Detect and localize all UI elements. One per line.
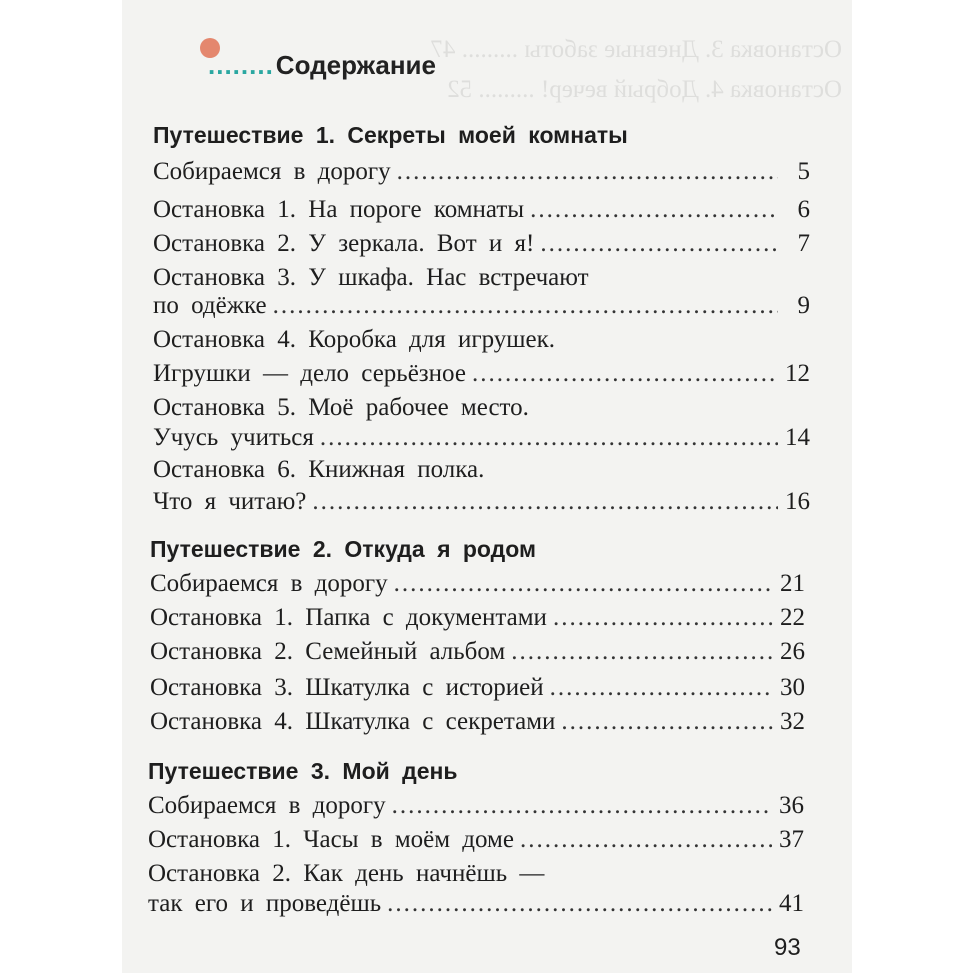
entry-page: 5 bbox=[797, 158, 810, 185]
dot-leader bbox=[561, 708, 773, 736]
entry-page: 36 bbox=[779, 792, 804, 819]
book-page bbox=[122, 0, 852, 973]
entry-title: Что я читаю? bbox=[153, 488, 307, 515]
entry-title: Остановка 2. Семейный альбом bbox=[150, 638, 506, 665]
entry-title: Остановка 3. Шкатулка с историей bbox=[150, 674, 544, 701]
entry-title: Остановка 1. Папка с документами bbox=[150, 604, 547, 631]
dot-leader bbox=[553, 604, 773, 632]
toc-entry[interactable] bbox=[150, 708, 805, 736]
entry-page: 26 bbox=[780, 638, 805, 665]
entry-title: по одёжке bbox=[153, 292, 267, 319]
entry-page: 22 bbox=[780, 604, 805, 631]
entry-page: 32 bbox=[780, 708, 805, 735]
section-title: Путешествие 2. Откуда я родом bbox=[150, 536, 537, 562]
toc-entry[interactable] bbox=[148, 826, 804, 854]
dot-leader bbox=[540, 230, 778, 258]
entry-page: 7 bbox=[797, 230, 810, 257]
toc-entry[interactable] bbox=[153, 292, 810, 320]
entry-title-line1: Остановка 3. У шкафа. Нас встречают bbox=[153, 264, 589, 291]
entry-page: 6 bbox=[797, 196, 810, 223]
entry-page: 21 bbox=[780, 570, 805, 597]
toc-entry[interactable] bbox=[148, 792, 804, 820]
dot-leader bbox=[511, 638, 773, 666]
toc-entry[interactable] bbox=[150, 604, 805, 632]
entry-title-line1: Остановка 2. Как день начнёшь — bbox=[148, 860, 545, 887]
section-title: Путешествие 3. Мой день bbox=[148, 758, 458, 784]
dot-leader bbox=[530, 196, 778, 224]
entry-title: Игрушки — дело серьёзное bbox=[153, 360, 466, 387]
entry-title: Собираемся в дорогу bbox=[153, 158, 391, 185]
toc-entry[interactable] bbox=[153, 488, 810, 516]
dot-leader bbox=[550, 674, 773, 702]
dot-leader bbox=[320, 424, 778, 452]
entry-title: Остановка 1. Часы в моём доме bbox=[148, 826, 514, 853]
entry-page: 16 bbox=[785, 488, 810, 515]
contents-heading bbox=[208, 50, 436, 81]
dot-leader bbox=[387, 890, 772, 918]
entry-page: 41 bbox=[779, 890, 804, 917]
toc-entry[interactable] bbox=[153, 230, 810, 258]
dot-leader bbox=[273, 292, 778, 320]
dot-leader bbox=[397, 158, 778, 186]
dot-leader bbox=[472, 360, 778, 388]
entry-page: 12 bbox=[785, 360, 810, 387]
entry-page: 9 bbox=[797, 292, 810, 319]
entry-title: Учусь учиться bbox=[153, 424, 314, 451]
heading-leader: ........ bbox=[208, 50, 274, 80]
entry-title: Остановка 4. Шкатулка с секретами bbox=[150, 708, 556, 735]
toc-entry[interactable] bbox=[153, 196, 810, 224]
entry-page: 37 bbox=[779, 826, 804, 853]
page-number: 93 bbox=[774, 934, 801, 961]
entry-title: Собираемся в дорогу bbox=[148, 792, 386, 819]
bleed-through-line: Остановка 4. Добрый вечер! ......... 52 bbox=[447, 76, 842, 103]
toc-entry[interactable] bbox=[150, 638, 805, 666]
bleed-through-line: Остановка 3. Дневные заботы ......... 47 bbox=[430, 36, 842, 63]
entry-title: так его и проведёшь bbox=[148, 890, 382, 917]
dot-leader bbox=[392, 792, 772, 820]
dot-leader bbox=[394, 570, 773, 598]
toc-entry[interactable] bbox=[150, 570, 805, 598]
entry-title: Остановка 1. На пороге комнаты bbox=[153, 196, 525, 223]
entry-title-line1: Остановка 4. Коробка для игрушек. bbox=[153, 326, 556, 353]
dot-leader bbox=[312, 488, 778, 516]
entry-title-line1: Остановка 6. Книжная полка. bbox=[153, 456, 485, 483]
toc-entry[interactable] bbox=[148, 890, 804, 918]
toc-entry[interactable] bbox=[153, 424, 810, 452]
toc-entry[interactable] bbox=[150, 674, 805, 702]
entry-page: 30 bbox=[780, 674, 805, 701]
entry-page: 14 bbox=[785, 424, 810, 451]
entry-title: Собираемся в дорогу bbox=[150, 570, 388, 597]
toc-entry[interactable] bbox=[153, 360, 810, 388]
toc-entry[interactable] bbox=[153, 158, 810, 186]
entry-title-line1: Остановка 5. Моё рабочее место. bbox=[153, 394, 529, 421]
entry-title: Остановка 2. У зеркала. Вот и я! bbox=[153, 230, 535, 257]
section-title: Путешествие 1. Секреты моей комнаты bbox=[153, 122, 628, 148]
dot-leader bbox=[520, 826, 772, 854]
page-title: Содержание bbox=[275, 50, 436, 80]
